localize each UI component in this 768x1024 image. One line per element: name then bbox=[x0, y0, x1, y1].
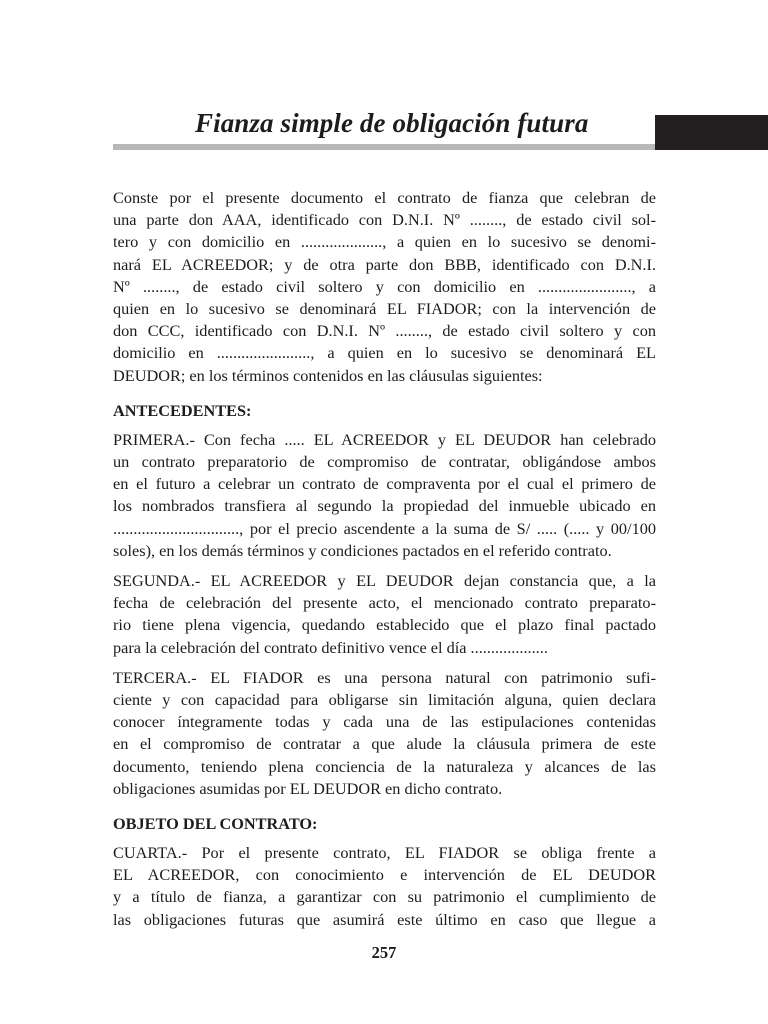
text-line: y a título de fianza, a garantizar con su patrimonio el cumplimiento de bbox=[113, 887, 656, 907]
text-line: para la celebración del contrato definitivo vence el día ................... bbox=[113, 637, 548, 657]
text-line: TERCERA.- EL FIADOR es una persona natural con patrimonio sufi- bbox=[113, 667, 656, 687]
text-line: en el futuro a celebrar un contrato de compraventa por el cual el primero de bbox=[113, 474, 656, 494]
text-line: don CCC, identificado con D.N.I. Nº ........, de estado civil soltero y con bbox=[113, 321, 656, 341]
section-heading-antecedentes: ANTECEDENTES: bbox=[113, 400, 252, 420]
text-line: soles), en los demás términos y condiciones pactados en el referido contrato. bbox=[113, 540, 612, 560]
section-heading-objeto: OBJETO DEL CONTRATO: bbox=[113, 814, 318, 834]
text-line: en el compromiso de contratar a que alude la cláusula primera de este bbox=[113, 734, 656, 754]
text-line: nará EL ACREEDOR; y de otra parte don BBB, identificado con D.N.I. bbox=[113, 254, 656, 274]
text-line: obligaciones asumidas por EL DEUDOR en dicho contrato. bbox=[113, 778, 503, 798]
text-line: CUARTA.- Por el presente contrato, EL FIADOR se obliga frente a bbox=[113, 843, 656, 863]
intro-paragraph bbox=[113, 187, 656, 387]
clause-cuarta bbox=[113, 842, 656, 931]
page-number: 257 bbox=[371, 943, 397, 962]
text-line: rio tiene plena vigencia, quedando establecido que el plazo final pactado bbox=[113, 615, 656, 635]
clause-tercera bbox=[113, 667, 656, 800]
text-line: los nombrados transfiera al segundo la propiedad del inmueble ubicado en bbox=[113, 496, 656, 516]
text-line: las obligaciones futuras que asumirá este último en caso que llegue a bbox=[113, 909, 656, 929]
header-black-tab bbox=[655, 115, 768, 150]
text-line: quien en lo sucesivo se denominará EL FIADOR; con la intervención de bbox=[113, 299, 656, 319]
text-line: documento, teniendo plena conciencia de la naturaleza y alcances de las bbox=[113, 756, 656, 776]
header-underline-rule bbox=[113, 144, 655, 150]
text-line: conocer íntegramente todas y cada una de las estipulaciones contenidas bbox=[113, 712, 656, 732]
text-line: Nº ........, de estado civil soltero y con domicilio en ......................., a bbox=[113, 276, 656, 296]
text-line: ciente y con capacidad para obligarse sin limitación alguna, quien declara bbox=[113, 690, 656, 710]
text-line: tero y con domicilio en ...................., a quien en lo sucesivo se denomi- bbox=[113, 232, 656, 252]
text-line: ..............................., por el precio ascendente a la suma de S/ ..... (..... y 00/100 bbox=[113, 518, 656, 538]
text-line: Conste por el presente documento el contrato de fianza que celebran de bbox=[113, 188, 656, 207]
text-line: SEGUNDA.- EL ACREEDOR y EL DEUDOR dejan constancia que, a la bbox=[113, 571, 656, 591]
text-line: DEUDOR; en los términos contenidos en las cláusulas siguientes: bbox=[113, 365, 543, 385]
text-line: un contrato preparatorio de compromiso de contratar, obligándose ambos bbox=[113, 452, 656, 472]
clause-primera bbox=[113, 429, 656, 562]
text-line: domicilio en ......................., a quien en lo sucesivo se denominará EL bbox=[113, 343, 656, 363]
text-line: fecha de celebración del presente acto, el mencionado contrato preparato- bbox=[113, 593, 656, 613]
text-line: una parte don AAA, identificado con D.N.I. Nº ........, de estado civil sol- bbox=[113, 210, 656, 230]
document-body bbox=[113, 187, 656, 931]
clause-segunda bbox=[113, 570, 656, 659]
page-title: Fianza simple de obligación futura bbox=[195, 108, 589, 138]
text-line: PRIMERA.- Con fecha ..... EL ACREEDOR y EL DEUDOR han celebrado bbox=[113, 429, 656, 449]
text-line: EL ACREEDOR, con conocimiento e intervención de EL DEUDOR bbox=[113, 865, 656, 885]
